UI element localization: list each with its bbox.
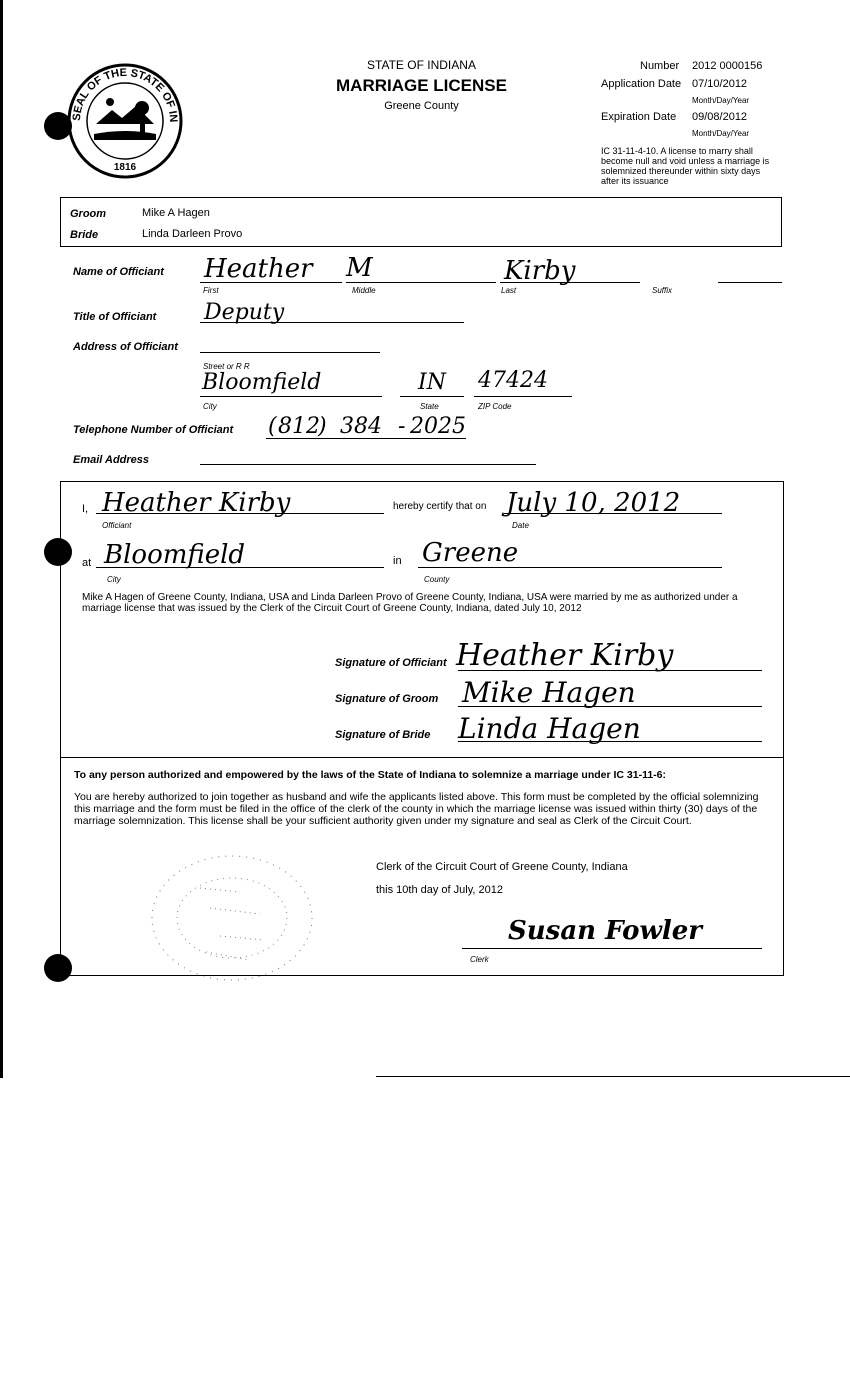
statute-note: IC 31-11-4-10. A license to marry shall become null and void unless a marriage is solemnized thereunder within sixty days after its issuance: [601, 146, 770, 186]
application-date-label: Application Date: [601, 78, 682, 90]
sig-officiant[interactable]: Heather Kirby: [456, 638, 674, 673]
authorization-body: You are hereby authorized to join together as husband and wife the applicants listed above. This form must be completed by the official solemnizing this marriage and the form must be filed in the office of the clerk of the county in which the marriage license was issued within thirty (30) days of the marriage solemnization. This license shall be your sufficient authority given under my signature and seal as Clerk of the Circuit Court.: [74, 791, 759, 827]
officiant-city[interactable]: Bloomfield: [202, 370, 322, 395]
phone-close-paren: ): [318, 414, 327, 439]
document-title: MARRIAGE LICENSE: [336, 76, 507, 95]
certificate-date[interactable]: July 10, 2012: [506, 488, 681, 518]
sig-groom-line: [458, 706, 762, 707]
officiant-state[interactable]: IN: [418, 370, 446, 395]
officiant-middle-name[interactable]: M: [346, 253, 373, 283]
phone-open-paren: (: [268, 414, 277, 439]
in-label: in: [393, 555, 402, 567]
authorization-heading: To any person authorized and empowered by the laws of the State of Indiana to solemnize a marriage under IC 31-11-6:: [74, 769, 667, 781]
suffix-caption: Suffix: [652, 286, 673, 295]
number-value: 2012 0000156: [692, 60, 763, 72]
clerk-signature[interactable]: Susan Fowler: [508, 916, 702, 946]
groom-name: Mike A Hagen: [142, 207, 210, 219]
state-line: [400, 396, 464, 397]
number-label: Number: [640, 60, 680, 72]
certificate-city-caption: City: [107, 575, 121, 584]
expiration-date-format: Month/Day/Year: [692, 129, 750, 138]
sig-bride-line: [458, 741, 762, 742]
certificate-county[interactable]: Greene: [422, 538, 519, 568]
street-line: [200, 352, 380, 353]
phone-line-number[interactable]: 2025: [410, 414, 466, 439]
embossed-seal-icon: [140, 848, 320, 988]
sig-officiant-line: [458, 670, 762, 671]
officiant-zip[interactable]: 47424: [478, 368, 548, 393]
at-label: at: [82, 557, 92, 569]
expiration-date-label: Expiration Date: [601, 111, 677, 123]
marriage-statement: Mike A Hagen of Greene County, Indiana, USA and Linda Darleen Provo of Greene County, Indiana, USA were married by me as authorized under a marriage license that was issued by the Clerk of the Circuit Court of Greene County, Indiana, dated July 10, 2012: [82, 592, 738, 614]
scan-edge-bottom: [376, 1076, 850, 1077]
phone-line: [266, 438, 466, 439]
bride-label: Bride: [70, 229, 99, 241]
certificate-city-line: [96, 567, 384, 568]
sig-groom[interactable]: Mike Hagen: [462, 676, 636, 709]
zip-caption: ZIP Code: [478, 402, 512, 411]
sig-bride-label: Signature of Bride: [335, 729, 431, 741]
certificate-officiant[interactable]: Heather Kirby: [102, 488, 291, 518]
email-line: [200, 464, 536, 465]
application-date-value: 07/10/2012: [692, 78, 748, 90]
certificate-divider: [60, 757, 784, 758]
officiant-name-label: Name of Officiant: [73, 266, 164, 278]
officiant-middle-line: [346, 282, 496, 283]
officiant-title-label: Title of Officiant: [73, 311, 157, 323]
certificate-date-line: [504, 513, 722, 514]
phone-prefix[interactable]: 384: [340, 414, 382, 439]
certify-text: hereby certify that on: [393, 501, 487, 512]
date-caption: Date: [512, 521, 529, 530]
officiant-last-name[interactable]: Kirby: [504, 256, 576, 286]
zip-line: [474, 396, 572, 397]
street-caption: Street or R R: [203, 362, 250, 371]
clerk-signature-line: [462, 948, 762, 949]
state-caption: State: [420, 402, 439, 411]
officiant-first-name[interactable]: Heather: [204, 254, 313, 284]
seal-year: 1816: [113, 162, 137, 173]
county-name: Greene County: [384, 100, 459, 112]
last-caption: Last: [501, 286, 517, 295]
clerk-day-line: this 10th day of July, 2012: [376, 884, 503, 896]
city-caption: City: [203, 402, 217, 411]
county-caption: County: [424, 575, 450, 584]
sig-officiant-label: Signature of Officiant: [335, 657, 447, 669]
officiant-caption: Officiant: [102, 521, 132, 530]
seal-text: SEAL OF THE STATE OF IN: [70, 66, 180, 123]
phone-dash: -: [398, 414, 406, 439]
clerk-of-court: Clerk of the Circuit Court of Greene County, Indiana: [376, 861, 628, 873]
email-label: Email Address: [73, 454, 150, 466]
certificate-officiant-line: [96, 513, 384, 514]
certificate-city[interactable]: Bloomfield: [104, 540, 246, 570]
application-date-format: Month/Day/Year: [692, 96, 750, 105]
sig-groom-label: Signature of Groom: [335, 693, 439, 705]
scan-edge-left: [0, 0, 3, 1078]
i-label: I,: [82, 503, 89, 515]
expiration-date-value: 09/08/2012: [692, 111, 748, 123]
officiant-suffix-line: [718, 282, 782, 283]
officiant-title-value[interactable]: Deputy: [204, 300, 285, 325]
officiant-address-label: Address of Officiant: [73, 341, 178, 353]
phone-area-code[interactable]: 812: [278, 414, 320, 439]
certificate-county-line: [418, 567, 722, 568]
clerk-caption: Clerk: [470, 955, 489, 964]
state-name: STATE OF INDIANA: [367, 58, 476, 72]
bride-name: Linda Darleen Provo: [142, 228, 243, 240]
officiant-phone-label: Telephone Number of Officiant: [73, 424, 234, 436]
middle-caption: Middle: [352, 286, 376, 295]
officiant-first-line: [200, 282, 342, 283]
first-caption: First: [203, 286, 219, 295]
officiant-title-line: [200, 322, 464, 323]
sig-bride[interactable]: Linda Hagen: [458, 712, 641, 745]
officiant-last-line: [500, 282, 640, 283]
groom-label: Groom: [70, 208, 107, 220]
city-line: [200, 396, 382, 397]
